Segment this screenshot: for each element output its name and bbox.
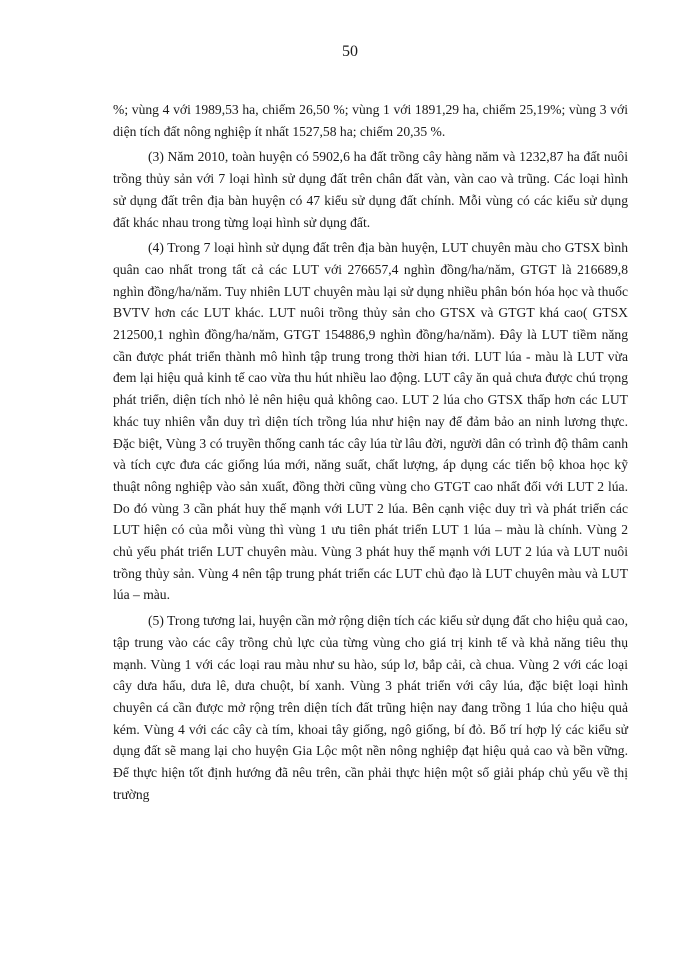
paragraph-4: (4) Trong 7 loại hình sử dụng đất trên địa bàn huyện, LUT chuyên màu cho GTSX bình quân cao nhất trong tất cả các LUT với 276657,4 nghìn đồng/ha/năm, GTGT là 216689,8 nghìn đồng/ha/năm. Tuy nhiên LUT chuyên màu lại sử dụng nhiều phân bón hóa học và thuốc BVTV hơn các LUT khác. LUT nuôi trồng thủy sản cho GTSX và GTGT khá cao( GTSX 212500,1 nghìn đồng/ha/năm, GTGT 154886,9 nghìn đồng/ha/năm). Đây là LUT tiềm năng cần được phát triển thành mô hình tập trung trong thời hian tới. LUT lúa - màu là LUT vừa đem lại hiệu quả kinh tế cao vừa thu hút nhiều lao động. LUT cây ăn quả chưa được chú trọng phát triển, diện tích nhỏ lẻ nên hiệu quả không cao. LUT 2 lúa cho GTSX thấp hơn các LUT khác tuy nhiên vẫn duy trì diện tích trồng lúa như hiện nay để đảm bảo an ninh lương thực. Đặc biệt, Vùng 3 có truyền thống canh tác cây lúa từ lâu đời, người dân có trình độ thâm canh và tích cực đưa các giống lúa mới, năng suất, chất lượng, áp dụng các tiến bộ khoa học kỹ thuật nông nghiệp vào sản xuất, đồng thời cũng vùng cho GTGT cao nhất đối với LUT 2 lúa. Do đó vùng 3 cần phát huy thế mạnh với LUT 2 lúa. Bên cạnh việc duy trì và phát triển các LUT hiện có của mỗi vùng thì vùng 1 ưu tiên phát triển LUT 1 lúa – màu là chính. Vùng 2 chủ yếu phát triển LUT chuyên màu. Vùng 3 phát huy thế mạnh với LUT 2 lúa và LUT nuôi trồng thủy sản. Vùng 4 nên tập trung phát triển các LUT chủ đạo là LUT chuyên màu và LUT lúa – màu. <box>113 240 628 603</box>
page-number: 50 <box>342 43 358 60</box>
paragraph-5: (5) Trong tương lai, huyện cần mở rộng diện tích các kiểu sử dụng đất cho hiệu quả cao, tập trung vào các cây trồng chủ lực của từng vùng cho giá trị kinh tế và khả năng tiêu thụ mạnh. Vùng 1 với các loại rau màu như su hào, súp lơ, bắp cải, cà chua. Vùng 2 với các loại cây dưa hấu, dưa lê, dưa chuột, bí xanh. Vùng 3 phát triển với cây lúa, đặc biệt loại hình chuyên cá cần được mở rộng trên diện tích đất trũng hiện nay đang trồng 1 lúa cho hiệu quả kém. Vùng 4 với các cây cà tím, khoai tây giống, ngô giống, bí đỏ. Bố trí hợp lý các kiểu sử dụng đất sẽ mang lại cho huyện Gia Lộc một nền nông nghiệp đạt hiệu quả cao và bền vững. Để thực hiện tốt định hướng đã nêu trên, cần phải thực hiện một số giải pháp chủ yếu về thị trường <box>113 613 628 802</box>
paragraph-3: (3) Năm 2010, toàn huyện có 5902,6 ha đất trồng cây hàng năm và 1232,87 ha đất nuôi trồng thủy sản với 7 loại hình sử dụng đất trên chân đất vàn, vàn cao và trũng. Các loại hình sử dụng đất trên địa bàn huyện có 47 kiểu sử dụng đất chính. Mỗi vùng có các kiểu sử dụng đất khác nhau trong từng loại hình sử dụng đất. <box>113 149 628 230</box>
body-text <box>113 99 628 810</box>
paragraph-continuation: %; vùng 4 với 1989,53 ha, chiếm 26,50 %; vùng 1 với 1891,29 ha, chiếm 25,19%; vùng 3 với diện tích đất nông nghiệp ít nhất 1527,58 ha; chiếm 20,35 %. <box>113 102 628 139</box>
